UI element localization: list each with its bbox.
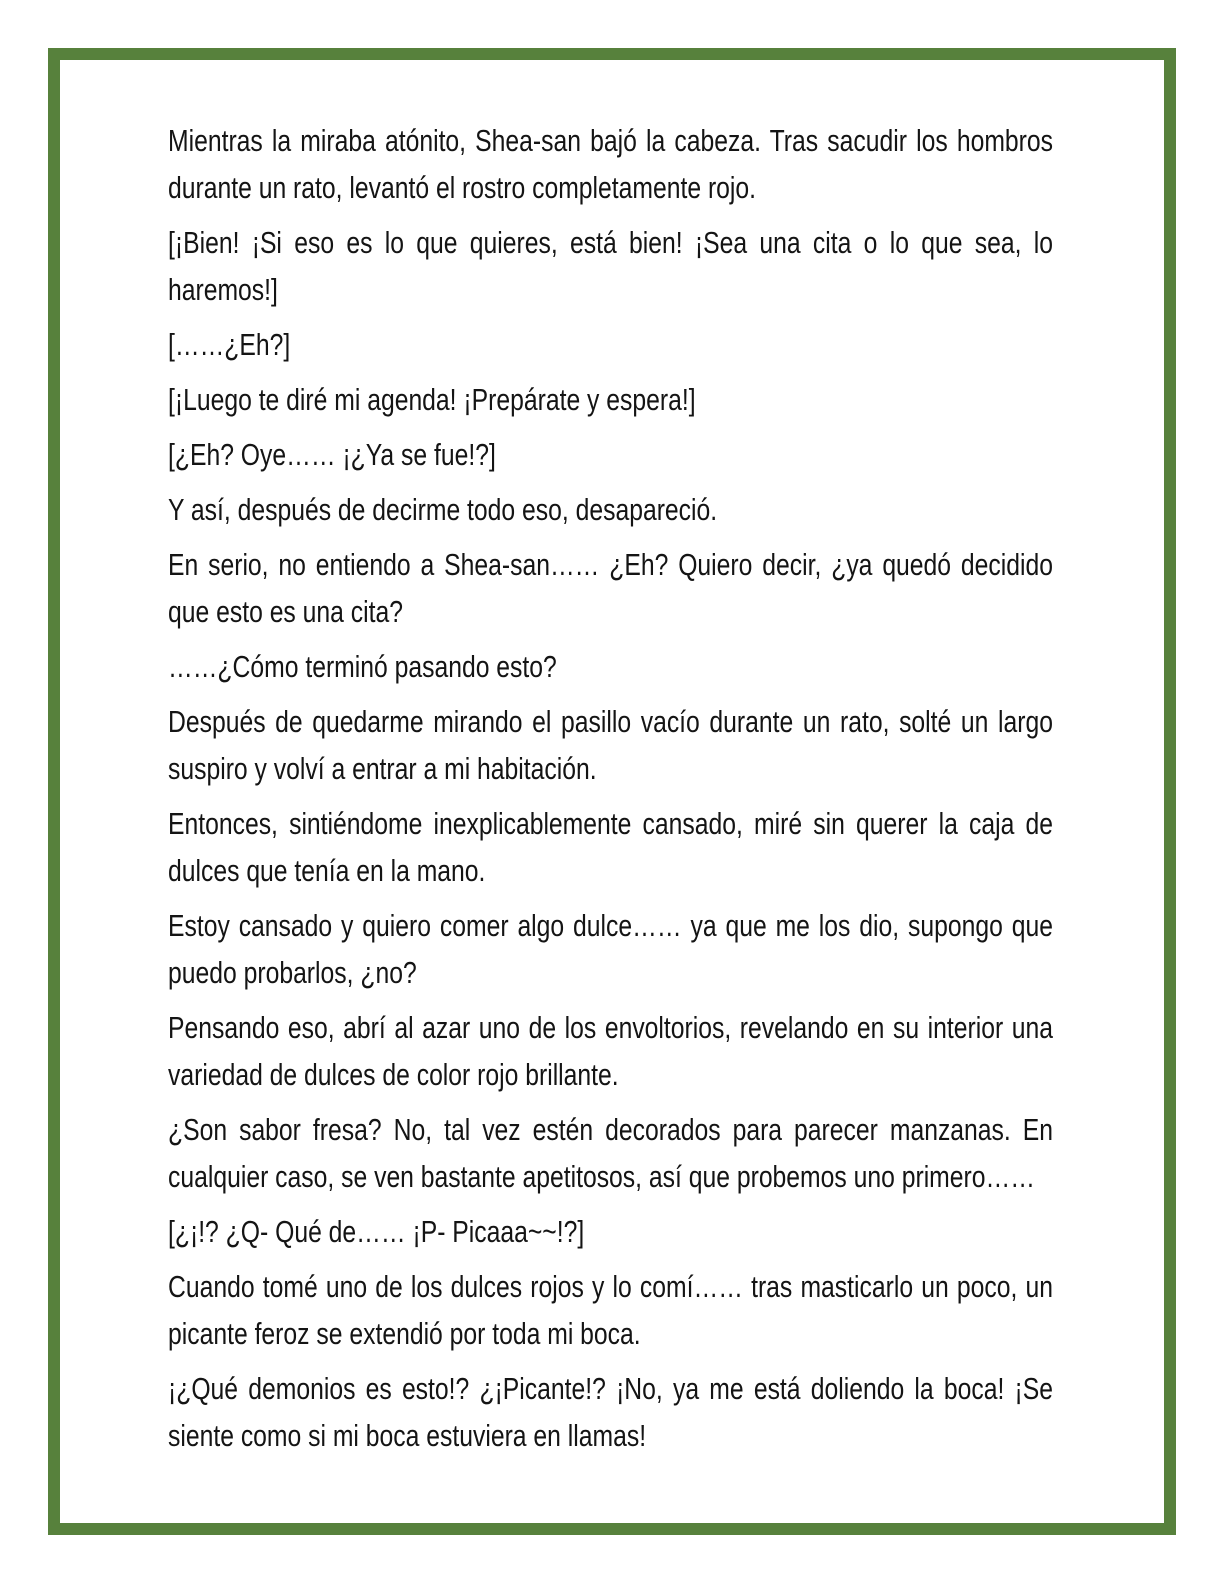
paragraph [168,1106,1053,1200]
paragraph [168,902,1053,996]
text-line: [¿¡!? ¿Q- Qué de…… ¡P- Picaaa~~!?] [168,1214,585,1249]
paragraph [168,486,1053,533]
text-line: cualquier caso, se ven bastante apetitosos, así que probemos uno primero…… [168,1159,1035,1194]
text-line: ……¿Cómo terminó pasando esto? [168,649,557,684]
paragraph [168,1365,1053,1459]
paragraph [168,643,1053,690]
text-line: Y así, después de decirme todo eso, desapareció. [168,492,718,527]
text-line: [¡Luego te diré mi agenda! ¡Prepárate y espera!] [168,382,696,417]
text-line: suspiro y volví a entrar a mi habitación. [168,751,597,786]
paragraph [168,1004,1053,1098]
text-line: Pensando eso, abrí al azar uno de los envoltorios, revelando en su interior una [168,1010,1054,1045]
text-block [168,117,1053,1467]
text-line: Entonces, sintiéndome inexplicablemente cansado, miré sin querer la caja de [168,806,1054,841]
text-line: Cuando tomé uno de los dulces rojos y lo comí…… tras masticarlo un poco, un [168,1269,1054,1304]
text-line: que esto es una cita? [168,594,403,629]
paragraph [168,800,1053,894]
paragraph [168,1263,1053,1357]
text-line: durante un rato, levantó el rostro completamente rojo. [168,170,757,205]
text-line: variedad de dulces de color rojo brillante. [168,1057,619,1092]
text-line: Mientras la miraba atónito, Shea-san bajó la cabeza. Tras sacudir los hombros [168,123,1054,158]
text-line: Después de quedarme mirando el pasillo vacío durante un rato, solté un largo [168,704,1054,739]
text-line: [¡Bien! ¡Si eso es lo que quieres, está bien! ¡Sea una cita o lo que sea, lo [168,225,1054,260]
paragraph [168,1208,1053,1255]
paragraph [168,321,1053,368]
text-line: ¡¿Qué demonios es esto!? ¿¡Picante!? ¡No, ya me está doliendo la boca! ¡Se [168,1371,1054,1406]
text-line: [¿Eh? Oye…… ¡¿Ya se fue!?] [168,437,496,472]
paragraph [168,117,1053,211]
text-line: dulces que tenía en la mano. [168,853,486,888]
text-line: siente como si mi boca estuviera en llamas! [168,1418,647,1453]
paragraph [168,431,1053,478]
text-line: ¿Son sabor fresa? No, tal vez estén decorados para parecer manzanas. En [168,1112,1054,1147]
text-line: picante feroz se extendió por toda mi boca. [168,1316,641,1351]
paragraph [168,698,1053,792]
text-line: haremos!] [168,272,278,307]
paragraph [168,376,1053,423]
text-line: [……¿Eh?] [168,327,291,362]
text-line: Estoy cansado y quiero comer algo dulce…… ya que me los dio, supongo que [168,908,1054,943]
text-line: En serio, no entiendo a Shea-san…… ¿Eh? Quiero decir, ¿ya quedó decidido [168,547,1054,582]
paragraph [168,541,1053,635]
text-line: puedo probarlos, ¿no? [168,955,417,990]
paragraph [168,219,1053,313]
